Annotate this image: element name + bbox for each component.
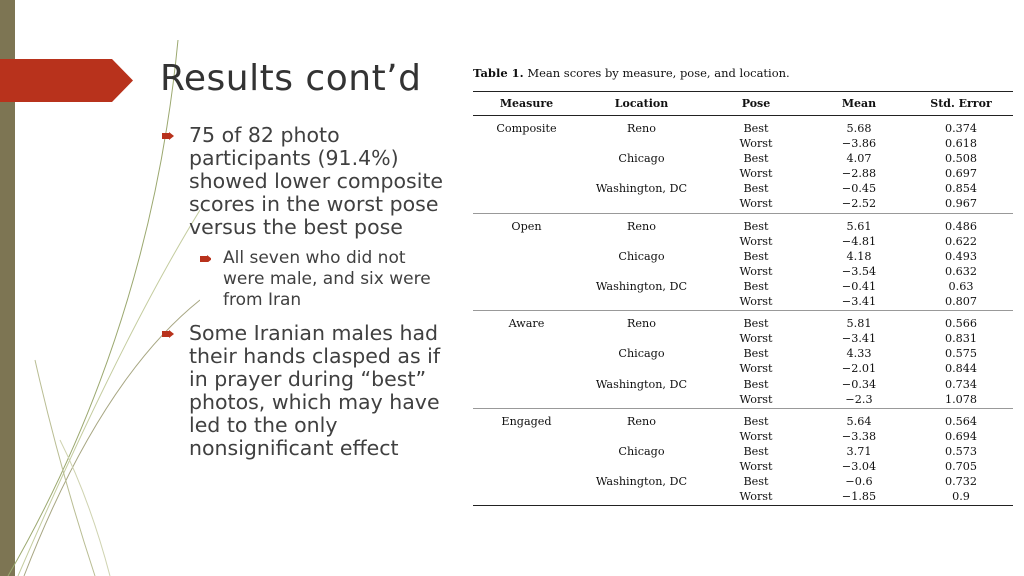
- cell-std-error: 0.632: [944, 264, 978, 278]
- cell-pose: Best: [743, 182, 769, 196]
- cell-pose: Worst: [739, 264, 773, 278]
- cell-mean: 4.33: [846, 347, 872, 361]
- cell-std-error: 0.374: [944, 122, 978, 135]
- cell-pose: Best: [743, 317, 769, 331]
- table-row: [473, 116, 1013, 137]
- table-group: [473, 213, 1013, 311]
- cell-location: Washington, DC: [595, 182, 688, 196]
- cell-measure: Aware: [508, 317, 545, 331]
- cell-location: [580, 361, 703, 376]
- cell-std-error: 0.564: [944, 414, 978, 428]
- cell-location: [580, 264, 703, 279]
- cell-location: [580, 166, 703, 181]
- table-row: [473, 361, 1013, 376]
- table-row: [473, 331, 1013, 346]
- table-group: [473, 116, 1013, 214]
- cell-mean: −2.52: [809, 196, 909, 213]
- cell-pose: Worst: [739, 459, 773, 473]
- table-row: [473, 311, 1013, 332]
- bullet-text: Some Iranian males had their hands clasped as if in prayer during “best” photos, which may have led to the only nonsignificant effect: [189, 321, 441, 460]
- cell-pose: Best: [743, 377, 769, 391]
- cell-std-error: 0.618: [944, 137, 978, 151]
- table-row: [473, 459, 1013, 474]
- cell-location: Chicago: [618, 152, 665, 166]
- bullet-text: 75 of 82 photo participants (91.4%) showed lower composite scores in the worst pose versus the best pose: [189, 123, 444, 239]
- cell-location: [580, 459, 703, 474]
- cell-location: Reno: [627, 317, 656, 331]
- bullet-item: [160, 322, 445, 460]
- cell-measure: [473, 151, 580, 166]
- cell-pose: Best: [743, 347, 769, 361]
- table-row: [473, 234, 1013, 249]
- cell-location: Chicago: [618, 249, 665, 263]
- cell-mean: −3.86: [841, 137, 877, 151]
- arrow-bullet-icon: [162, 330, 174, 338]
- table-group: [473, 408, 1013, 506]
- table-caption-text: Mean scores by measure, pose, and location.: [527, 66, 790, 80]
- cell-mean: 3.71: [846, 444, 872, 458]
- table-row: [473, 181, 1013, 196]
- cell-measure: [473, 181, 580, 196]
- cell-std-error: 0.486: [944, 219, 978, 233]
- table-group: [473, 311, 1013, 409]
- cell-std-error: 0.508: [944, 152, 978, 166]
- cell-mean: −3.41: [841, 332, 877, 346]
- arrow-bullet-icon: [162, 132, 174, 140]
- table-row: [473, 489, 1013, 506]
- cell-mean: −3.41: [809, 294, 909, 311]
- cell-mean: −0.6: [845, 475, 873, 489]
- cell-pose: Worst: [703, 294, 809, 311]
- bullet-list: [160, 124, 445, 460]
- table-caption: [473, 66, 790, 80]
- cell-std-error: 0.493: [944, 249, 978, 263]
- cell-pose: Best: [743, 414, 769, 428]
- title-arrow-accent: [0, 59, 133, 102]
- table-row: [473, 279, 1013, 294]
- cell-mean: −0.45: [841, 182, 877, 196]
- cell-mean: −3.04: [841, 459, 877, 473]
- cell-measure: [473, 474, 580, 489]
- cell-std-error: 0.967: [909, 196, 1013, 213]
- table-row: [473, 429, 1013, 444]
- cell-measure: [473, 136, 580, 151]
- cell-mean: −2.01: [841, 362, 877, 376]
- cell-measure: [473, 331, 580, 346]
- cell-measure: [473, 361, 580, 376]
- cell-measure: Open: [511, 219, 542, 233]
- cell-pose: Worst: [739, 234, 773, 248]
- slide-title: Results cont’d: [160, 58, 422, 99]
- sub-bullet-item: [160, 248, 445, 311]
- cell-pose: Best: [743, 444, 769, 458]
- table-row: [473, 294, 1013, 311]
- cell-std-error: 0.622: [944, 234, 978, 248]
- cell-std-error: 0.566: [944, 317, 978, 331]
- cell-pose: Best: [743, 279, 769, 293]
- sub-bullet-text: All seven who did not were male, and six were from Iran: [223, 248, 431, 310]
- table-row: [473, 166, 1013, 181]
- cell-std-error: 0.573: [944, 444, 978, 458]
- cell-location: [580, 429, 703, 444]
- cell-measure: [473, 166, 580, 181]
- header-location: Location: [580, 92, 703, 116]
- cell-measure: [473, 294, 580, 311]
- cell-std-error: 1.078: [909, 392, 1013, 409]
- cell-location: Washington, DC: [595, 279, 688, 293]
- cell-std-error: 0.807: [909, 294, 1013, 311]
- table-row: [473, 213, 1013, 234]
- table-row: [473, 474, 1013, 489]
- cell-std-error: 0.694: [944, 429, 978, 443]
- table-row: [473, 346, 1013, 361]
- cell-mean: −0.34: [841, 377, 877, 391]
- cell-pose: Worst: [703, 489, 809, 506]
- cell-location: Washington, DC: [595, 377, 688, 391]
- cell-mean: −2.88: [841, 167, 877, 181]
- header-mean: Mean: [809, 92, 909, 116]
- cell-measure: [473, 346, 580, 361]
- table-caption-label: Table 1.: [473, 66, 524, 80]
- header-std-error: Std. Error: [909, 92, 1013, 116]
- bullet-item: [160, 124, 445, 239]
- table-row: [473, 392, 1013, 409]
- cell-pose: Worst: [739, 362, 773, 376]
- table-header-row: [473, 92, 1013, 116]
- table-row: [473, 408, 1013, 429]
- table-row: [473, 136, 1013, 151]
- cell-mean: −1.85: [809, 489, 909, 506]
- cell-location: Reno: [627, 414, 656, 428]
- cell-mean: −3.54: [841, 264, 877, 278]
- cell-pose: Best: [743, 219, 769, 233]
- table-row: [473, 196, 1013, 213]
- header-pose: Pose: [703, 92, 809, 116]
- cell-measure: [473, 489, 580, 506]
- cell-mean: 5.68: [846, 122, 872, 135]
- cell-pose: Worst: [739, 332, 773, 346]
- cell-mean: −2.3: [809, 392, 909, 409]
- mean-scores-table: [473, 91, 1013, 506]
- cell-std-error: 0.697: [944, 167, 978, 181]
- table-row: [473, 264, 1013, 279]
- table-row: [473, 249, 1013, 264]
- cell-measure: Composite: [496, 122, 557, 135]
- cell-location: [580, 489, 703, 506]
- cell-measure: [473, 279, 580, 294]
- cell-pose: Best: [743, 475, 769, 489]
- cell-location: Washington, DC: [595, 475, 688, 489]
- cell-location: [580, 331, 703, 346]
- cell-location: [580, 234, 703, 249]
- cell-std-error: 0.9: [909, 489, 1013, 506]
- cell-location: Chicago: [618, 347, 665, 361]
- cell-measure: [473, 444, 580, 459]
- cell-std-error: 0.844: [944, 362, 978, 376]
- cell-std-error: 0.734: [944, 377, 978, 391]
- cell-std-error: 0.831: [944, 332, 978, 346]
- cell-location: Chicago: [618, 444, 665, 458]
- cell-std-error: 0.705: [944, 459, 978, 473]
- cell-location: [580, 136, 703, 151]
- cell-measure: [473, 377, 580, 392]
- cell-pose: Worst: [739, 429, 773, 443]
- cell-location: [580, 392, 703, 409]
- cell-pose: Worst: [739, 167, 773, 181]
- cell-measure: Engaged: [501, 414, 552, 428]
- cell-location: [580, 196, 703, 213]
- cell-pose: Best: [743, 122, 769, 135]
- cell-mean: 4.18: [846, 249, 872, 263]
- cell-measure: [473, 392, 580, 409]
- cell-pose: Worst: [703, 196, 809, 213]
- cell-measure: [473, 234, 580, 249]
- cell-mean: −4.81: [841, 234, 877, 248]
- header-measure: Measure: [473, 92, 580, 116]
- cell-measure: [473, 459, 580, 474]
- cell-location: Reno: [627, 122, 656, 135]
- table-row: [473, 377, 1013, 392]
- cell-std-error: 0.854: [944, 182, 978, 196]
- arrow-bullet-icon: [200, 255, 211, 262]
- cell-pose: Best: [743, 152, 769, 166]
- cell-location: [580, 294, 703, 311]
- cell-measure: [473, 264, 580, 279]
- table-row: [473, 151, 1013, 166]
- cell-pose: Best: [743, 249, 769, 263]
- cell-measure: [473, 196, 580, 213]
- cell-measure: [473, 249, 580, 264]
- cell-std-error: 0.575: [944, 347, 978, 361]
- cell-mean: −0.41: [841, 279, 877, 293]
- cell-mean: 5.81: [846, 317, 872, 331]
- cell-mean: 4.07: [846, 152, 872, 166]
- table-row: [473, 444, 1013, 459]
- cell-location: Reno: [627, 219, 656, 233]
- cell-mean: −3.38: [841, 429, 877, 443]
- cell-pose: Worst: [739, 137, 773, 151]
- cell-std-error: 0.732: [944, 475, 978, 489]
- cell-measure: [473, 429, 580, 444]
- cell-mean: 5.64: [846, 414, 872, 428]
- cell-std-error: 0.63: [948, 279, 974, 293]
- cell-mean: 5.61: [846, 219, 872, 233]
- cell-pose: Worst: [703, 392, 809, 409]
